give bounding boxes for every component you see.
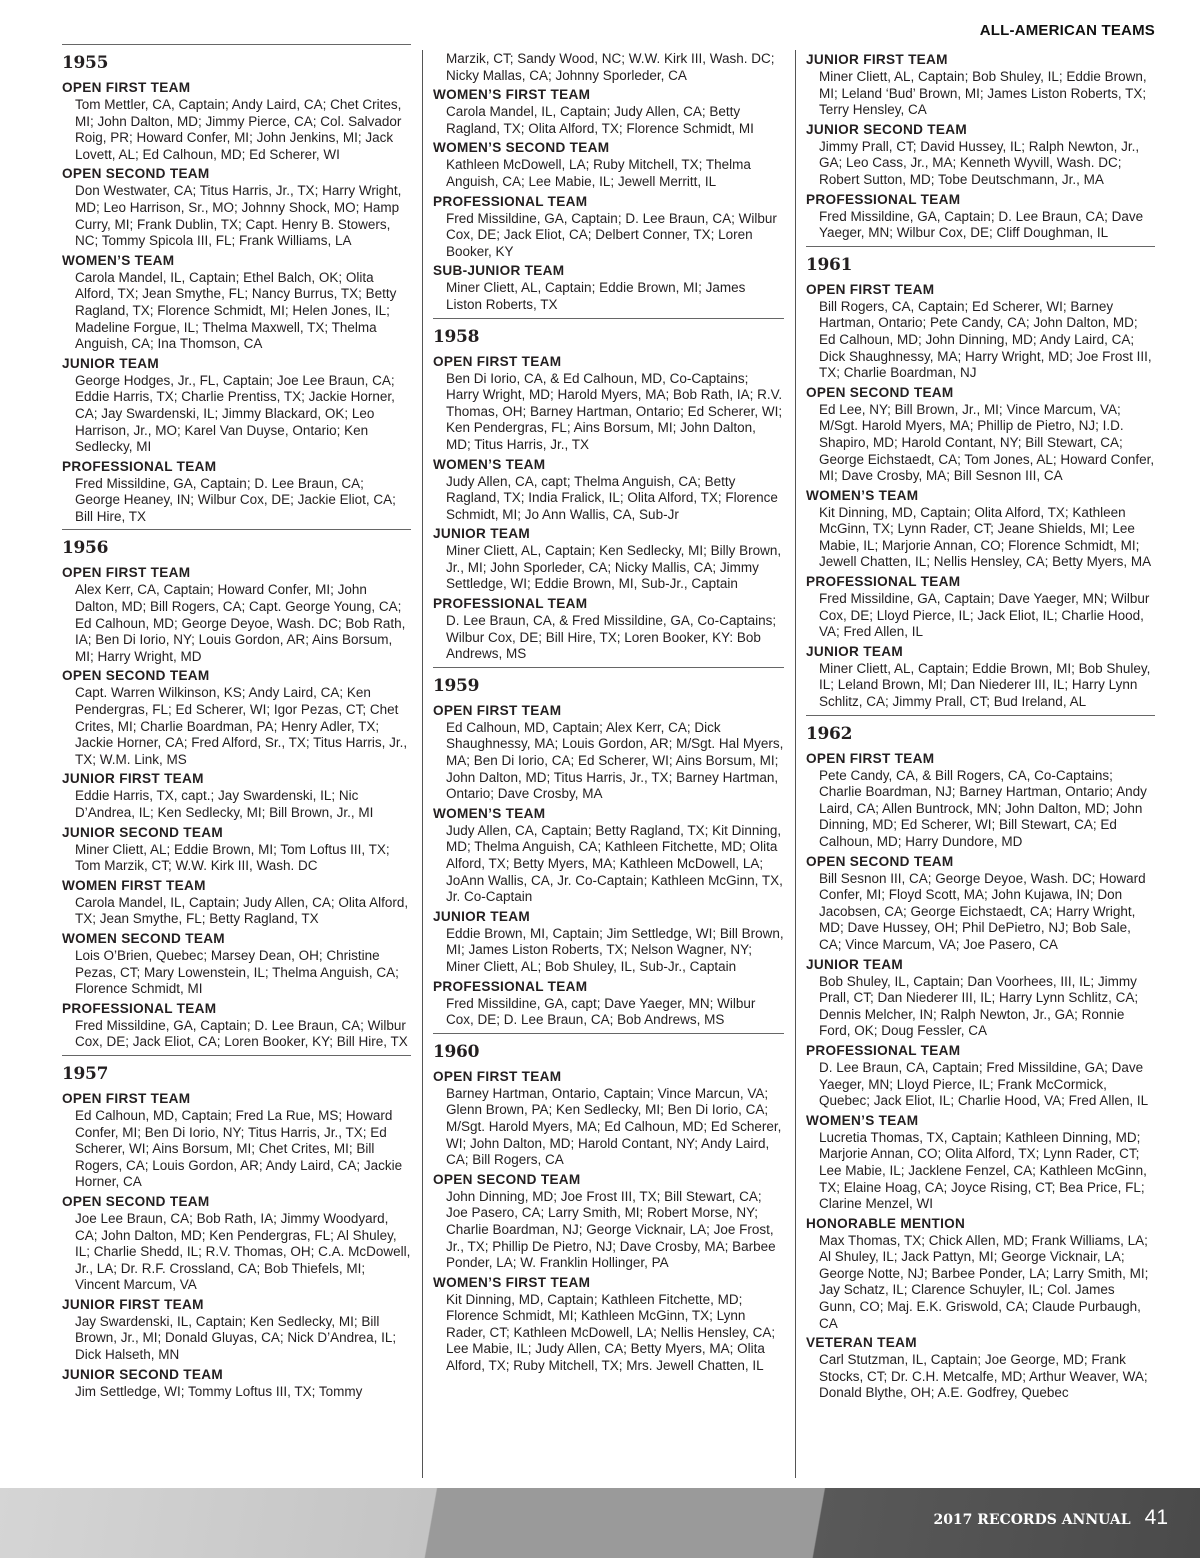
team-title: JUNIOR SECOND TEAM	[62, 1366, 223, 1382]
team-members: Jay Swardenski, IL, Captain; Ken Sedlecky, MI; Bill Brown, Jr., MI; Donald Gluyas, CA; Nick D’Andrea, IL; Dick Halseth, MN	[75, 1313, 397, 1363]
team-title: JUNIOR TEAM	[806, 643, 903, 659]
team-entry	[806, 956, 1155, 1040]
team-entry	[806, 750, 1155, 851]
team-entry	[62, 252, 411, 353]
team-title: JUNIOR SECOND TEAM	[806, 121, 967, 137]
team-entry	[433, 86, 784, 137]
team-title: OPEN SECOND TEAM	[806, 384, 954, 400]
team-entry	[433, 908, 784, 976]
team-members: Bill Sesnon III, CA; George Deyoe, Wash. DC; Howard Confer, MI; Floyd Scott, MA; John Kujawa, IN; Don Jacobsen, CA; George Eichstaedt, CA; Harry Wright, MD; Dave Hussey, OH; Phil DePietro, NJ; Bob Sale, CA; Vince Marcum, VA; Joe Pasero, CA	[819, 870, 1146, 952]
team-title: OPEN SECOND TEAM	[433, 1171, 581, 1187]
team-entry	[62, 564, 411, 665]
team-title: WOMEN’S TEAM	[433, 805, 546, 821]
team-entry	[62, 770, 411, 821]
team-members: D. Lee Braun, CA, & Fred Missildine, GA, Co-Captains; Wilbur Cox, DE; Bill Hire, TX; Loren Booker, KY: Bob Andrews, MS	[446, 613, 777, 662]
year-section	[806, 246, 1155, 711]
team-members: Judy Allen, CA, Captain; Betty Ragland, TX; Kit Dinning, MD; Thelma Anguish, CA; Kathleen Fitchette, MD; Olita Alford, TX; Betty Myers, MA; Kathleen McDowell, LA; JoAnn Wallis, CA, Jr. Co-Captain; Kathleen McGinn, TX, Jr. Co-Captain	[446, 822, 783, 905]
team-members: Bob Shuley, IL, Captain; Dan Voorhees, III, IL; Jimmy Prall, CT; Dan Niederer III, IL; Harry Lynn Schlitz, CA; Dennis Melcher, IN; Ralph Newton, Jr., GA; Ronnie Ford, OK; Doug Fessler, CA	[819, 973, 1139, 1039]
team-title: WOMEN’S TEAM	[62, 252, 175, 268]
team-entry	[806, 1042, 1155, 1110]
team-entry	[62, 1000, 411, 1051]
team-title: OPEN FIRST TEAM	[433, 1068, 562, 1084]
team-title: JUNIOR TEAM	[433, 526, 530, 542]
team-members: Eddie Harris, TX, capt.; Jay Swardenski, IL; Nic D’Andrea, IL; Ken Sedlecky, MI; Bill Brown, Jr., MI	[75, 788, 374, 820]
team-members: Fred Missildine, GA, Captain; D. Lee Braun, CA; Wilbur Cox, DE; Jack Eliot, CA; Delbert Conner, TX; Loren Booker, KY	[446, 210, 777, 259]
team-members: Kit Dinning, MD, Captain; Kathleen Fitchette, MD; Florence Schmidt, MI; Kathleen McGinn, TX; Lynn Rader, CT; Kathleen McDowell, LA; Nellis Hensley, CA; Lee Mabie, IL; Judy Allen, CA; Betty Myers, MA; Olita Alford, TX; Ruby Mitchell, TX; Mrs. Jewell Chatten, IL	[446, 1291, 776, 1374]
year-heading: 1956	[62, 538, 109, 559]
team-title: PROFESSIONAL TEAM	[806, 1042, 961, 1058]
team-entry	[806, 1112, 1155, 1213]
team-entry	[433, 1068, 784, 1169]
team-members: Max Thomas, TX; Chick Allen, MD; Frank Williams, LA; Al Shuley, IL; Jack Pattyn, MI; George Vicknair, LA; George Notte, NJ; Barbee Ponder, LA; Larry Smith, MI; Jay Schatz, IL; Clarence Schuyler, IL; Col. James Gunn, CO; Maj. E.K. Griswold, CA; Claude Purbaugh, CA	[819, 1232, 1149, 1331]
team-title: OPEN FIRST TEAM	[433, 353, 562, 369]
team-entry	[433, 51, 784, 84]
team-entry	[433, 702, 784, 803]
team-title: PROFESSIONAL TEAM	[433, 193, 588, 209]
team-members: Lucretia Thomas, TX, Captain; Kathleen Dinning, MD; Marjorie Annan, CO; Olita Alford, TX; Lynn Rader, CT; Lee Mabie, IL; Jacklene Fenzel, CA; Kathleen McGinn, TX; Elaine Hoag, CA; Joyce Rising, CT; Bea Price, FL; Clarine Menzel, WI	[819, 1129, 1147, 1212]
team-members: Carola Mandel, IL, Captain; Judy Allen, CA; Betty Ragland, TX; Olita Alford, TX; Florence Schmidt, MI	[446, 104, 754, 136]
section-title: ALL-AMERICAN TEAMS	[979, 22, 1155, 39]
team-members: George Hodges, Jr., FL, Captain; Joe Lee Braun, CA; Eddie Harris, TX; Charlie Prentiss, TX; Jackie Horner, CA; Jay Swardenski, IL; Jimmy Blackard, OK; Leo Harrison, Jr., MO; Karel Van Duyse, Ontario; Ken Sedlecky, MI	[75, 372, 395, 455]
team-entry	[62, 667, 411, 768]
team-members: Ed Calhoun, MD, Captain; Fred La Rue, MS; Howard Confer, MI; Ben Di Iorio, NY; Titus Harris, Jr., TX; Ed Scherer, WI; Ains Borsum, MI; Chet Crites, MI; Bill Rogers, CA; Louis Gordon, AR; Andy Laird, CA; Jackie Horner, CA	[75, 1107, 403, 1190]
team-members: Eddie Brown, MI, Captain; Jim Settledge, WI; Bill Brown, MI; James Liston Roberts, TX; Nelson Wagner, NY; Miner Cliett, AL; Bob Shuley, IL, Sub-Jr., Captain	[446, 925, 784, 974]
team-title: OPEN FIRST TEAM	[62, 80, 191, 95]
team-members: Capt. Warren Wilkinson, KS; Andy Laird, CA; Ken Pendergras, FL; Ed Scherer, WI; Igor Pezas, CT; Chet Crites, MI; Charlie Boardman, PA; Henry Adler, TX; Jackie Horner, CA; Fred Alford, Sr., TX; Titus Harris, Jr., TX; W.M. Link, MS	[75, 685, 408, 767]
team-title: JUNIOR TEAM	[433, 908, 530, 924]
team-entry	[806, 573, 1155, 641]
column-middle	[433, 44, 784, 1379]
team-entry	[433, 1171, 784, 1272]
team-title: OPEN FIRST TEAM	[433, 702, 562, 718]
team-title: OPEN SECOND TEAM	[62, 668, 210, 684]
team-members: Fred Missildine, GA, Captain; D. Lee Braun, CA; Dave Yaeger, MN; Wilbur Cox, DE; Cliff Doughman, IL	[819, 208, 1144, 241]
team-entry	[433, 525, 784, 593]
team-entry	[433, 262, 784, 313]
team-title: PROFESSIONAL TEAM	[62, 1000, 217, 1016]
column-right	[806, 44, 1155, 1406]
team-members: Kit Dinning, MD, Captain; Olita Alford, TX; Kathleen McGinn, TX; Lynn Rader, CT; Jeane Shields, MI; Lee Mabie, IL; Marjorie Annan, CO; Florence Schmidt, MI; Jewell Chatten, IL; Nellis Hensley, CA; Betty Myers, MA	[819, 504, 1152, 570]
team-title: JUNIOR TEAM	[62, 355, 159, 371]
year-section	[433, 318, 784, 663]
team-title: JUNIOR FIRST TEAM	[806, 52, 948, 67]
team-title: PROFESSIONAL TEAM	[433, 596, 588, 612]
team-title: WOMEN’S FIRST TEAM	[433, 1274, 591, 1290]
column-divider	[795, 50, 796, 1478]
team-entry	[62, 877, 411, 928]
team-title: JUNIOR FIRST TEAM	[62, 1296, 204, 1312]
year-section-continued	[433, 44, 784, 314]
team-members: Miner Cliett, AL, Captain; Eddie Brown, MI; James Liston Roberts, TX	[446, 280, 746, 312]
year-section	[433, 667, 784, 1029]
team-title: WOMEN’S FIRST TEAM	[433, 87, 591, 103]
team-entry	[806, 1215, 1155, 1333]
footer	[933, 1506, 1168, 1530]
team-entry	[62, 165, 411, 249]
team-entry	[62, 1193, 411, 1294]
year-section	[433, 1033, 784, 1375]
page-number: 41	[1144, 1506, 1168, 1529]
team-entry	[806, 1334, 1155, 1402]
team-title: WOMEN FIRST TEAM	[62, 877, 206, 893]
team-title: WOMEN SECOND TEAM	[62, 930, 225, 946]
team-entry	[62, 1296, 411, 1364]
team-title: OPEN SECOND TEAM	[806, 853, 954, 869]
team-title: JUNIOR TEAM	[806, 956, 903, 972]
team-entry	[62, 458, 411, 526]
team-entry	[806, 51, 1155, 119]
team-title: PROFESSIONAL TEAM	[62, 458, 217, 474]
column-divider	[422, 50, 423, 1478]
team-members: Don Westwater, CA; Titus Harris, Jr., TX; Harry Wright, MD; Leo Harrison, Sr., MO; Johnny Shock, MO; Hamp Curry, MI; Frank Dublin, TX; Capt. Henry B. Stowers, NC; Tommy Spicola III, FL; Frank Williams, LA	[75, 183, 402, 249]
team-members: John Dinning, MD; Joe Frost III, TX; Bill Stewart, CA; Joe Pasero, CA; Larry Smith, MI; Robert Morse, NY; Charlie Boardman, NJ; George Vicknair, LA; Joe Frost, Jr., TX; Phillip De Pietro, NJ; Dave Crosby, MA; Barbee Ponder, LA; W. Franklin Hollinger, PA	[446, 1188, 776, 1271]
team-title: PROFESSIONAL TEAM	[433, 978, 588, 994]
year-section	[62, 44, 411, 525]
team-members: Fred Missildine, GA, Captain; Dave Yaeger, MN; Wilbur Cox, DE; Lloyd Pierce, IL; Jack Eliot, IL; Charlie Hood, VA; Fred Allen, IL	[819, 591, 1150, 640]
team-title: OPEN FIRST TEAM	[62, 1090, 191, 1106]
team-members: Bill Rogers, CA, Captain; Ed Scherer, WI; Barney Hartman, Ontario; Pete Candy, CA; John Dalton, MD; Ed Calhoun, MD; John Dinning, MD; Andy Laird, CA; Dick Shaughnessy, MA; Harry Wright, MD; Joe Frost III, TX; Charlie Boardman, NJ	[819, 298, 1152, 381]
team-members: Ed Lee, NY; Bill Brown, Jr., MI; Vince Marcum, VA; M/Sgt. Harold Myers, MA; Phillip de Pietro, NJ; I.D. Shapiro, MD; Harold Contant, NY; Bill Stewart, CA; George Eichstaedt, CA; Tom Jones, AL; Howard Confer, MI; Dave Crosby, MA; Bill Sesnon III, CA	[819, 401, 1155, 484]
team-title: WOMEN’S SECOND TEAM	[433, 140, 610, 156]
team-members: Carola Mandel, IL, Captain; Ethel Balch, OK; Olita Alford, TX; Jean Smythe, FL; Nancy Burrus, TX; Betty Ragland, TX; Florence Schmidt, MI; Helen Jones, IL; Madeline Forgue, IL; Thelma Maxwell, TX; Thelma Anguish, CA; Ina Thomson, CA	[75, 269, 397, 352]
year-heading: 1958	[433, 326, 480, 347]
year-heading: 1957	[62, 1063, 109, 1084]
team-title: OPEN FIRST TEAM	[806, 281, 935, 297]
team-entry	[806, 191, 1155, 242]
team-members: Miner Cliett, AL, Captain; Bob Shuley, IL; Eddie Brown, MI; Leland ‘Bud’ Brown, MI; James Liston Roberts, TX; Terry Hensley, CA	[819, 69, 1147, 118]
team-entry	[433, 193, 784, 261]
team-title: PROFESSIONAL TEAM	[806, 574, 961, 590]
team-members: Kathleen McDowell, LA; Ruby Mitchell, TX; Thelma Anguish, CA; Lee Mabie, IL; Jewell Merritt, IL	[446, 157, 751, 189]
team-title: PROFESSIONAL TEAM	[806, 191, 961, 207]
team-members: Carola Mandel, IL, Captain; Judy Allen, CA; Olita Alford, TX; Jean Smythe, FL; Betty Ragland, TX	[75, 894, 409, 927]
team-members: Fred Missildine, GA, Captain; D. Lee Braun, CA; George Heaney, IN; Wilbur Cox, DE; Jackie Eliot, CA; Bill Hire, TX	[75, 475, 396, 524]
team-members: Carl Stutzman, IL, Captain; Joe George, MD; Frank Stocks, CT; Dr. C.H. Metcalfe, MD; Arthur Weaver, WA; Donald Blythe, OH; A.E. Godfrey, Quebec	[819, 1352, 1148, 1401]
team-entry	[62, 824, 411, 875]
year-section	[62, 1055, 411, 1400]
team-title: VETERAN TEAM	[806, 1335, 917, 1351]
year-heading: 1955	[62, 53, 109, 73]
team-title: WOMEN’S TEAM	[806, 1112, 919, 1128]
team-title: JUNIOR SECOND TEAM	[62, 824, 223, 840]
team-members: Fred Missildine, GA, Captain; D. Lee Braun, CA; Wilbur Cox, DE; Jack Eliot, CA; Loren Booker, KY; Bill Hire, TX	[75, 1017, 408, 1050]
team-title: WOMEN’S TEAM	[806, 487, 919, 503]
year-heading: 1960	[433, 1041, 480, 1062]
team-members: Barney Hartman, Ontario, Captain; Vince Marcun, VA; Glenn Brown, PA; Ken Sedlecky, MI; Ben Di Iorio, CA; M/Sgt. Harold Myers, MA; Ed Calhoun, MD; Ed Scherer, WI; John Dalton, MD; Harold Contant, NY; Andy Laird, CA; Bill Rogers, CA	[446, 1085, 782, 1168]
team-entry	[433, 139, 784, 190]
team-members: Miner Cliett, AL; Eddie Brown, MI; Tom Loftus III, TX; Tom Marzik, CT; W.W. Kirk III, Wash. DC	[75, 841, 390, 874]
year-section	[806, 715, 1155, 1402]
publication-title: 2017 RECORDS ANNUAL	[933, 1512, 1131, 1528]
team-title: WOMEN’S TEAM	[433, 456, 546, 472]
team-entry	[62, 1090, 411, 1191]
team-title: OPEN SECOND TEAM	[62, 1193, 210, 1209]
team-members: Judy Allen, CA, capt; Thelma Anguish, CA; Betty Ragland, TX; India Fralick, IL; Olita Alford, TX; Florence Schmidt, MI; Jo Ann Wallis, CA, Sub-Jr	[446, 473, 778, 522]
team-entry	[806, 281, 1155, 382]
team-entry	[62, 1366, 411, 1401]
footer-band	[0, 1488, 1200, 1558]
team-members: Joe Lee Braun, CA; Bob Rath, IA; Jimmy Woodyard, CA; John Dalton, MD; Ken Pendergras, FL; Al Shuley, IL; Charlie Shedd, IL; R.V. Thomas, OH; C.A. McDowell, Jr., LA; Dr. R.F. Crossland, CA; Bob Thiefels, MI; Vincent Marcum, VA	[75, 1210, 411, 1293]
team-members: D. Lee Braun, CA, Captain; Fred Missildine, GA; Dave Yaeger, MN; Lloyd Pierce, IL; Frank McCormick, Quebec; Jack Eliot, IL; Charlie Hood, VA; Fred Allen, IL	[819, 1059, 1149, 1109]
column-left	[62, 44, 411, 1404]
team-members: Lois O’Brien, Quebec; Marsey Dean, OH; Christine Pezas, CT; Mary Lowenstein, IL; Thelma Anguish, CA; Florence Schmidt, MI	[75, 947, 399, 997]
team-members: Jim Settledge, WI; Tommy Loftus III, TX; Tommy	[75, 1383, 363, 1399]
team-entry	[806, 384, 1155, 485]
team-title: OPEN FIRST TEAM	[62, 565, 191, 581]
team-entry	[806, 643, 1155, 711]
team-entry	[433, 456, 784, 524]
team-entry	[806, 121, 1155, 189]
team-members: Miner Cliett, AL, Captain; Ken Sedlecky, MI; Billy Brown, Jr., MI; John Sporleder, CA; Nicky Mallis, CA; Jimmy Settledge, WI; Eddie Brown, MI, Sub-Jr., Captain	[446, 543, 782, 592]
year-heading: 1959	[433, 675, 480, 696]
team-entry	[806, 487, 1155, 571]
team-entry	[433, 978, 784, 1029]
year-heading: 1962	[806, 723, 853, 744]
team-members: Alex Kerr, CA, Captain; Howard Confer, MI; John Dalton, MD; Bill Rogers, CA; Capt. George Young, CA; Ed Calhoun, MD; George Deyoe, Wash. DC; Bob Rath, IA; Ben Di Iorio, NY; Louis Gordon, AR; Ains Borsum, MI; Harry Wright, MD	[75, 582, 406, 664]
team-title: HONORABLE MENTION	[806, 1215, 966, 1231]
team-entry	[433, 1274, 784, 1375]
team-members: Marzik, CT; Sandy Wood, NC; W.W. Kirk III, Wash. DC; Nicky Mallas, CA; Johnny Sporleder, CA	[446, 51, 775, 83]
team-entry	[62, 930, 411, 998]
team-members: Jimmy Prall, CT; David Hussey, IL; Ralph Newton, Jr., GA; Leo Cass, Jr., MA; Kenneth Wyvill, Wash. DC; Robert Sutton, MD; Tobe Deutschmann, Jr., MA	[819, 138, 1140, 187]
team-members: Miner Cliett, AL, Captain; Eddie Brown, MI; Bob Shuley, IL; Leland Brown, MI; Dan Niederer III, IL; Harry Lynn Schlitz, CA; Jimmy Prall, CT; Bud Ireland, AL	[819, 660, 1151, 710]
year-section	[62, 529, 411, 1050]
team-title: OPEN FIRST TEAM	[806, 750, 935, 766]
team-entry	[806, 853, 1155, 954]
year-section-continued	[806, 44, 1155, 242]
team-entry	[62, 355, 411, 456]
team-entry	[62, 79, 411, 163]
team-members: Tom Mettler, CA, Captain; Andy Laird, CA; Chet Crites, MI; John Dalton, MD; Jimmy Pierce, CA; Col. Salvador Roig, PR; Howard Confer, MI; John Jenkins, MI; Jack Lovett, AL; Ed Calhoun, MD; Ed Scherer, WI	[75, 97, 402, 162]
team-title: SUB-JUNIOR TEAM	[433, 263, 565, 279]
year-heading: 1961	[806, 254, 853, 275]
team-entry	[433, 805, 784, 906]
team-members: Pete Candy, CA, & Bill Rogers, CA, Co-Captains; Charlie Boardman, NJ; Barney Hartman, Ontario; Andy Laird, CA; Allen Buntrock, MN; John Dalton, MD; John Dinning, MD; Ed Scherer, WI; Bill Stewart, CA; Ed Calhoun, MD; Harry Dundore, MD	[819, 767, 1147, 849]
team-title: JUNIOR FIRST TEAM	[62, 771, 204, 787]
team-entry	[433, 595, 784, 663]
team-entry	[433, 353, 784, 454]
team-title: OPEN SECOND TEAM	[62, 166, 210, 182]
team-members: Ben Di Iorio, CA, & Ed Calhoun, MD, Co-Captains; Harry Wright, MD; Harold Myers, MA; Bob Rath, IA; R.V. Thomas, OH; Barney Hartman, Ontario; Ed Scherer, WI; Ken Pendergras, FL; Ains Borsum, MI; John Dalton, MD; Titus Harris, Jr., TX	[446, 370, 783, 452]
team-members: Ed Calhoun, MD, Captain; Alex Kerr, CA; Dick Shaughnessy, MA; Louis Gordon, AR; M/Sgt. Hal Myers, MA; Ben Di Iorio, CA; Ed Scherer, WI; Ains Borsum, MI; John Dalton, MD; Titus Harris, Jr., TX; Barney Hartman, Ontario; Dave Crosby, MA	[446, 719, 784, 802]
team-members: Fred Missildine, GA, capt; Dave Yaeger, MN; Wilbur Cox, DE; D. Lee Braun, CA; Bob Andrews, MS	[446, 995, 756, 1028]
